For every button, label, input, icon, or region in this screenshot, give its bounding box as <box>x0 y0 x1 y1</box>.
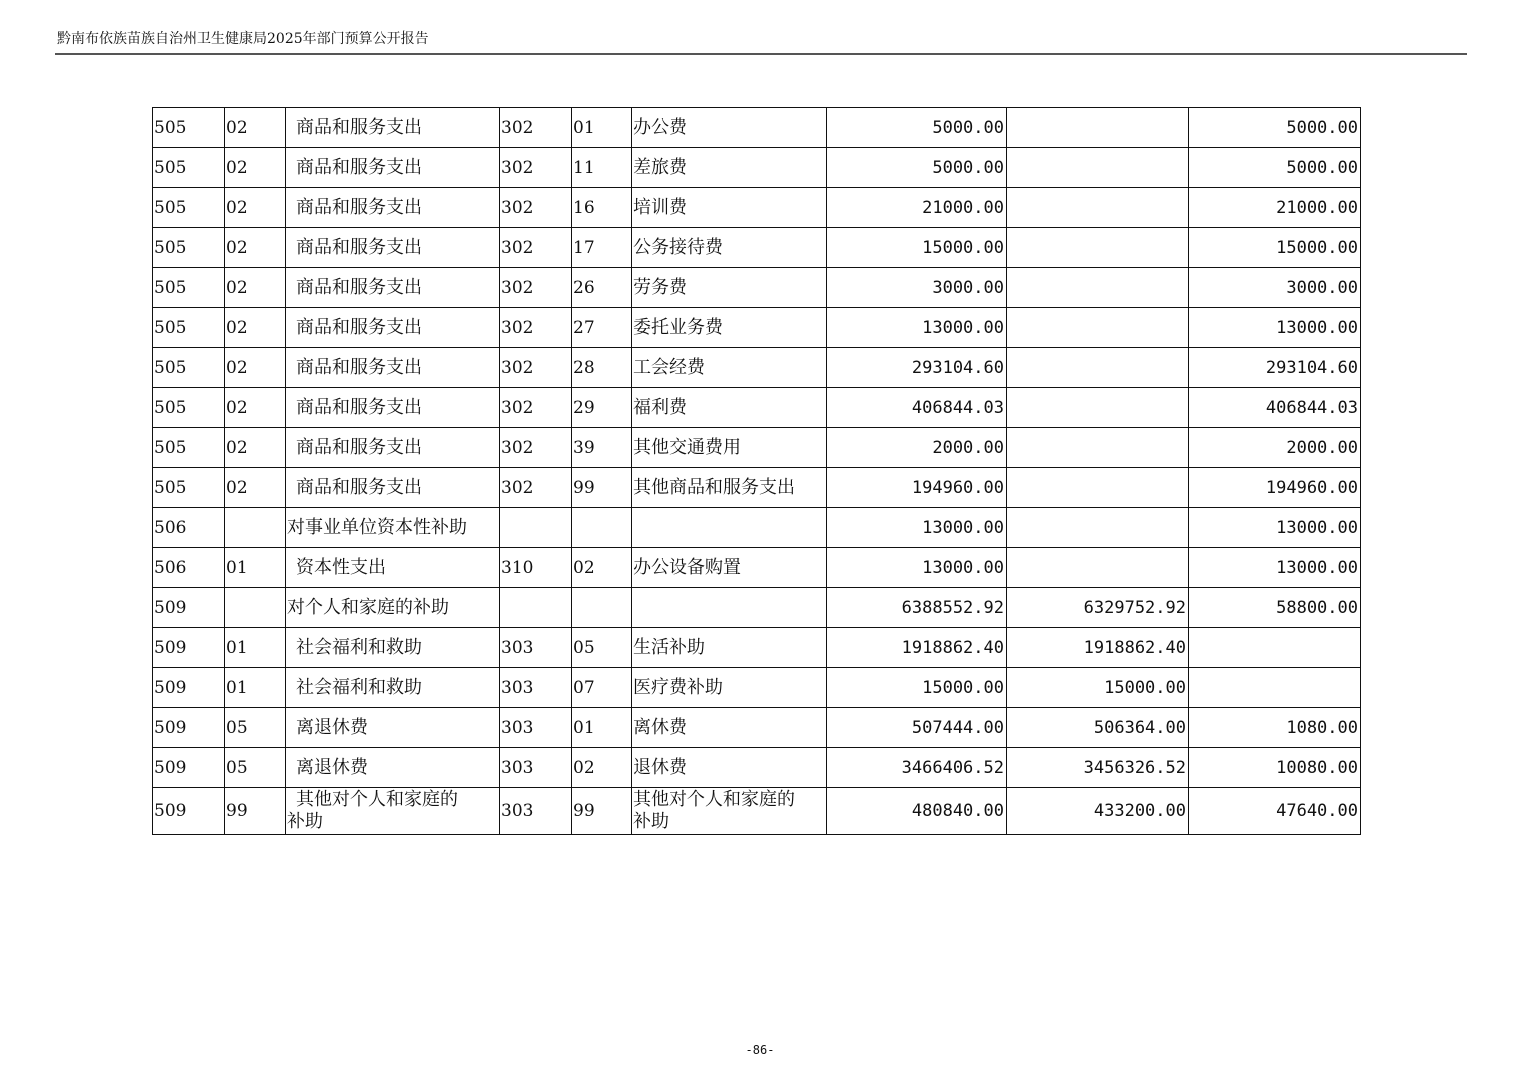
public-amount-cell: 13000.00 <box>1189 308 1361 348</box>
total-amount-cell: 21000.00 <box>827 188 1007 228</box>
item-code-cell: 02 <box>225 188 286 228</box>
econ-item-code-cell: 01 <box>572 108 632 148</box>
econ-class-code-cell: 310 <box>500 548 572 588</box>
function-name-line-2: 补助 <box>287 811 323 832</box>
function-name-line-1: 其他对个人和家庭的 <box>296 789 458 810</box>
econ-name-cell: 其他商品和服务支出 <box>632 468 827 508</box>
class-code-cell: 505 <box>153 388 225 428</box>
econ-name-cell: 其他交通费用 <box>632 428 827 468</box>
econ-class-code-cell: 302 <box>500 468 572 508</box>
econ-class-code-cell: 302 <box>500 268 572 308</box>
total-amount-cell: 293104.60 <box>827 348 1007 388</box>
function-name-cell: 商品和服务支出 <box>286 268 500 308</box>
item-code-cell: 02 <box>225 268 286 308</box>
function-name-cell: 商品和服务支出 <box>286 108 500 148</box>
class-code-cell: 505 <box>153 468 225 508</box>
public-amount-cell: 3000.00 <box>1189 268 1361 308</box>
econ-name-cell: 委托业务费 <box>632 308 827 348</box>
item-code-cell <box>225 508 286 548</box>
econ-class-code-cell: 302 <box>500 388 572 428</box>
function-name-cell: 商品和服务支出 <box>286 228 500 268</box>
function-name-cell <box>286 788 500 835</box>
econ-name-cell <box>632 588 827 628</box>
page-number: -86- <box>745 1043 775 1057</box>
personnel-amount-cell <box>1007 188 1189 228</box>
econ-item-code-cell: 39 <box>572 428 632 468</box>
total-amount-cell: 194960.00 <box>827 468 1007 508</box>
econ-class-code-cell: 302 <box>500 148 572 188</box>
table-row <box>153 708 1361 748</box>
econ-class-code-cell: 303 <box>500 788 572 835</box>
econ-class-code-cell <box>500 588 572 628</box>
econ-class-code-cell: 302 <box>500 108 572 148</box>
class-code-cell: 509 <box>153 668 225 708</box>
table-row <box>153 788 1361 835</box>
total-amount-cell: 5000.00 <box>827 148 1007 188</box>
public-amount-cell: 21000.00 <box>1189 188 1361 228</box>
econ-name-cell <box>632 788 827 835</box>
personnel-amount-cell: 6329752.92 <box>1007 588 1189 628</box>
econ-class-code-cell: 303 <box>500 668 572 708</box>
personnel-amount-cell: 506364.00 <box>1007 708 1189 748</box>
class-code-cell: 509 <box>153 588 225 628</box>
econ-name-line-2: 补助 <box>633 811 669 832</box>
personnel-amount-cell <box>1007 508 1189 548</box>
personnel-amount-cell <box>1007 348 1189 388</box>
table-row <box>153 108 1361 148</box>
econ-name-line-1: 其他对个人和家庭的 <box>633 789 795 810</box>
econ-class-code-cell: 303 <box>500 708 572 748</box>
personnel-amount-cell: 15000.00 <box>1007 668 1189 708</box>
econ-item-code-cell: 99 <box>572 468 632 508</box>
page-header-title: 黔南布依族苗族自治州卫生健康局2025年部门预算公开报告 <box>57 31 429 47</box>
item-code-cell: 01 <box>225 668 286 708</box>
econ-item-code-cell: 01 <box>572 708 632 748</box>
econ-item-code-cell: 16 <box>572 188 632 228</box>
econ-item-code-cell: 28 <box>572 348 632 388</box>
econ-class-code-cell: 303 <box>500 748 572 788</box>
budget-table <box>152 107 1361 835</box>
class-code-cell: 505 <box>153 188 225 228</box>
econ-name-cell <box>632 508 827 548</box>
table-row <box>153 508 1361 548</box>
public-amount-cell <box>1189 628 1361 668</box>
total-amount-cell: 3466406.52 <box>827 748 1007 788</box>
econ-name-cell: 退休费 <box>632 748 827 788</box>
table-row <box>153 588 1361 628</box>
class-code-cell: 506 <box>153 508 225 548</box>
public-amount-cell: 10080.00 <box>1189 748 1361 788</box>
econ-class-code-cell: 303 <box>500 628 572 668</box>
class-code-cell: 506 <box>153 548 225 588</box>
personnel-amount-cell <box>1007 388 1189 428</box>
personnel-amount-cell <box>1007 468 1189 508</box>
function-name-cell: 对个人和家庭的补助 <box>286 588 500 628</box>
function-name-cell: 离退休费 <box>286 708 500 748</box>
class-code-cell: 509 <box>153 788 225 835</box>
public-amount-cell: 5000.00 <box>1189 108 1361 148</box>
econ-name-cell: 福利费 <box>632 388 827 428</box>
table-row <box>153 668 1361 708</box>
econ-class-code-cell: 302 <box>500 428 572 468</box>
function-name-cell: 离退休费 <box>286 748 500 788</box>
econ-item-code-cell: 02 <box>572 748 632 788</box>
personnel-amount-cell: 3456326.52 <box>1007 748 1189 788</box>
class-code-cell: 505 <box>153 348 225 388</box>
total-amount-cell: 2000.00 <box>827 428 1007 468</box>
total-amount-cell: 15000.00 <box>827 668 1007 708</box>
class-code-cell: 509 <box>153 708 225 748</box>
econ-name-cell: 公务接待费 <box>632 228 827 268</box>
function-name-cell: 资本性支出 <box>286 548 500 588</box>
total-amount-cell: 5000.00 <box>827 108 1007 148</box>
total-amount-cell: 507444.00 <box>827 708 1007 748</box>
personnel-amount-cell <box>1007 148 1189 188</box>
function-name-cell: 商品和服务支出 <box>286 388 500 428</box>
table-row <box>153 388 1361 428</box>
econ-name-cell: 医疗费补助 <box>632 668 827 708</box>
econ-item-code-cell: 11 <box>572 148 632 188</box>
total-amount-cell: 1918862.40 <box>827 628 1007 668</box>
class-code-cell: 505 <box>153 428 225 468</box>
table-row <box>153 628 1361 668</box>
class-code-cell: 505 <box>153 108 225 148</box>
table-row <box>153 228 1361 268</box>
econ-item-code-cell <box>572 588 632 628</box>
item-code-cell: 02 <box>225 108 286 148</box>
public-amount-cell: 406844.03 <box>1189 388 1361 428</box>
table-row <box>153 428 1361 468</box>
public-amount-cell: 13000.00 <box>1189 548 1361 588</box>
class-code-cell: 505 <box>153 308 225 348</box>
public-amount-cell: 293104.60 <box>1189 348 1361 388</box>
total-amount-cell: 15000.00 <box>827 228 1007 268</box>
econ-class-code-cell: 302 <box>500 188 572 228</box>
econ-name-cell: 生活补助 <box>632 628 827 668</box>
function-name-cell: 商品和服务支出 <box>286 468 500 508</box>
personnel-amount-cell <box>1007 108 1189 148</box>
item-code-cell: 02 <box>225 388 286 428</box>
total-amount-cell: 406844.03 <box>827 388 1007 428</box>
econ-class-code-cell: 302 <box>500 348 572 388</box>
econ-item-code-cell: 05 <box>572 628 632 668</box>
personnel-amount-cell <box>1007 268 1189 308</box>
item-code-cell: 05 <box>225 708 286 748</box>
table-row <box>153 268 1361 308</box>
econ-class-code-cell: 302 <box>500 228 572 268</box>
table-row <box>153 148 1361 188</box>
public-amount-cell: 13000.00 <box>1189 508 1361 548</box>
item-code-cell: 02 <box>225 228 286 268</box>
econ-class-code-cell: 302 <box>500 308 572 348</box>
function-name-cell: 商品和服务支出 <box>286 148 500 188</box>
econ-name-cell: 离休费 <box>632 708 827 748</box>
total-amount-cell: 13000.00 <box>827 548 1007 588</box>
public-amount-cell: 2000.00 <box>1189 428 1361 468</box>
econ-item-code-cell: 17 <box>572 228 632 268</box>
econ-item-code-cell: 26 <box>572 268 632 308</box>
item-code-cell <box>225 588 286 628</box>
public-amount-cell: 194960.00 <box>1189 468 1361 508</box>
function-name-cell: 社会福利和救助 <box>286 628 500 668</box>
item-code-cell: 02 <box>225 468 286 508</box>
table-row <box>153 188 1361 228</box>
econ-name-cell: 差旅费 <box>632 148 827 188</box>
personnel-amount-cell <box>1007 308 1189 348</box>
personnel-amount-cell <box>1007 428 1189 468</box>
table-row <box>153 468 1361 508</box>
public-amount-cell: 15000.00 <box>1189 228 1361 268</box>
item-code-cell: 05 <box>225 748 286 788</box>
econ-item-code-cell: 27 <box>572 308 632 348</box>
item-code-cell: 01 <box>225 628 286 668</box>
public-amount-cell: 5000.00 <box>1189 148 1361 188</box>
item-code-cell: 02 <box>225 148 286 188</box>
total-amount-cell: 13000.00 <box>827 308 1007 348</box>
econ-name-cell: 办公设备购置 <box>632 548 827 588</box>
item-code-cell: 02 <box>225 428 286 468</box>
table-row <box>153 748 1361 788</box>
function-name-cell: 商品和服务支出 <box>286 188 500 228</box>
header-rule <box>55 53 1467 55</box>
function-name-cell: 商品和服务支出 <box>286 348 500 388</box>
econ-item-code-cell <box>572 508 632 548</box>
table-row <box>153 348 1361 388</box>
public-amount-cell: 58800.00 <box>1189 588 1361 628</box>
econ-name-cell: 工会经费 <box>632 348 827 388</box>
econ-item-code-cell: 29 <box>572 388 632 428</box>
public-amount-cell: 47640.00 <box>1189 788 1361 835</box>
class-code-cell: 505 <box>153 268 225 308</box>
personnel-amount-cell: 433200.00 <box>1007 788 1189 835</box>
class-code-cell: 509 <box>153 748 225 788</box>
table-row <box>153 548 1361 588</box>
econ-name-cell: 培训费 <box>632 188 827 228</box>
item-code-cell: 01 <box>225 548 286 588</box>
econ-class-code-cell <box>500 508 572 548</box>
function-name-cell: 对事业单位资本性补助 <box>286 508 500 548</box>
class-code-cell: 505 <box>153 148 225 188</box>
function-name-cell: 社会福利和救助 <box>286 668 500 708</box>
personnel-amount-cell: 1918862.40 <box>1007 628 1189 668</box>
function-name-cell: 商品和服务支出 <box>286 428 500 468</box>
table-row <box>153 308 1361 348</box>
econ-item-code-cell: 02 <box>572 548 632 588</box>
total-amount-cell: 3000.00 <box>827 268 1007 308</box>
item-code-cell: 02 <box>225 348 286 388</box>
econ-item-code-cell: 07 <box>572 668 632 708</box>
econ-name-cell: 劳务费 <box>632 268 827 308</box>
total-amount-cell: 13000.00 <box>827 508 1007 548</box>
public-amount-cell: 1080.00 <box>1189 708 1361 748</box>
public-amount-cell <box>1189 668 1361 708</box>
total-amount-cell: 480840.00 <box>827 788 1007 835</box>
personnel-amount-cell <box>1007 228 1189 268</box>
class-code-cell: 505 <box>153 228 225 268</box>
personnel-amount-cell <box>1007 548 1189 588</box>
item-code-cell: 99 <box>225 788 286 835</box>
econ-name-cell: 办公费 <box>632 108 827 148</box>
econ-item-code-cell: 99 <box>572 788 632 835</box>
class-code-cell: 509 <box>153 628 225 668</box>
function-name-cell: 商品和服务支出 <box>286 308 500 348</box>
item-code-cell: 02 <box>225 308 286 348</box>
total-amount-cell: 6388552.92 <box>827 588 1007 628</box>
